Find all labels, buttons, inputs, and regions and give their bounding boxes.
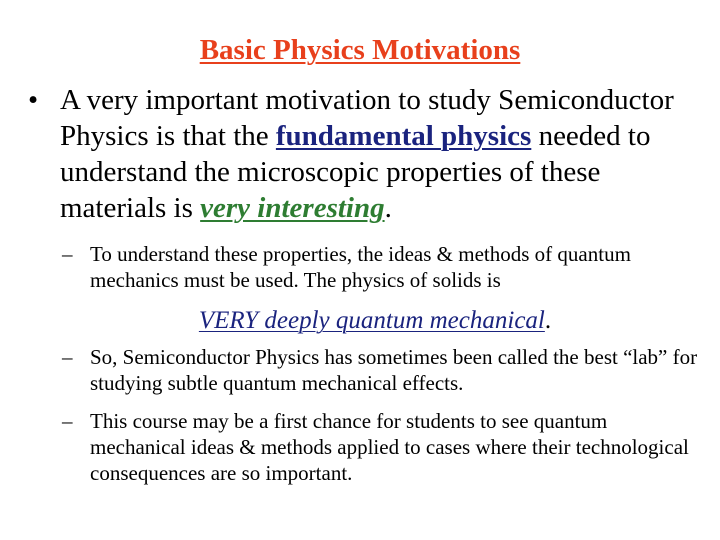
- main-bullet-part1: A very important motivation to study Semiconductor Physics is that the: [60, 84, 674, 152]
- main-bullet-part3: .: [384, 192, 392, 224]
- bullet-dot: •: [28, 84, 39, 116]
- main-bullet: [28, 82, 688, 226]
- sub-bullet-dash: –: [62, 242, 73, 266]
- sub-bullet-text: To understand these properties, the ideas & methods of quantum mechanics must be used. The physics of solids is: [90, 242, 631, 292]
- slide-title: [0, 32, 720, 68]
- sub-bullet-text: This course may be a first chance for students to see quantum mechanical ideas & methods applied to cases where their technological consequences are so important.: [90, 409, 689, 485]
- quantum-emphasis-text: VERY deeply quantum mechanical: [198, 307, 545, 334]
- very-interesting-text: very interesting: [200, 192, 385, 224]
- sub-bullet-2: [62, 344, 702, 396]
- sub-bullet-dash: –: [62, 409, 73, 433]
- main-bullet-part2: needed to understand the microscopic properties of these materials is: [60, 120, 651, 224]
- main-bullet-text: [60, 82, 688, 226]
- sub-bullet-dash: –: [62, 345, 73, 369]
- sub-bullet-text: So, Semiconductor Physics has sometimes been called the best “lab” for studying subtle quantum mechanical effects.: [90, 345, 698, 395]
- slide-title-text: Basic Physics Motivations: [199, 34, 521, 66]
- quantum-emphasis-line: [0, 305, 720, 337]
- quantum-emphasis-period: .: [544, 307, 552, 334]
- sub-bullet-3: [62, 408, 702, 486]
- fundamental-physics-text: fundamental physics: [275, 120, 532, 152]
- sub-bullet-1: [62, 241, 702, 293]
